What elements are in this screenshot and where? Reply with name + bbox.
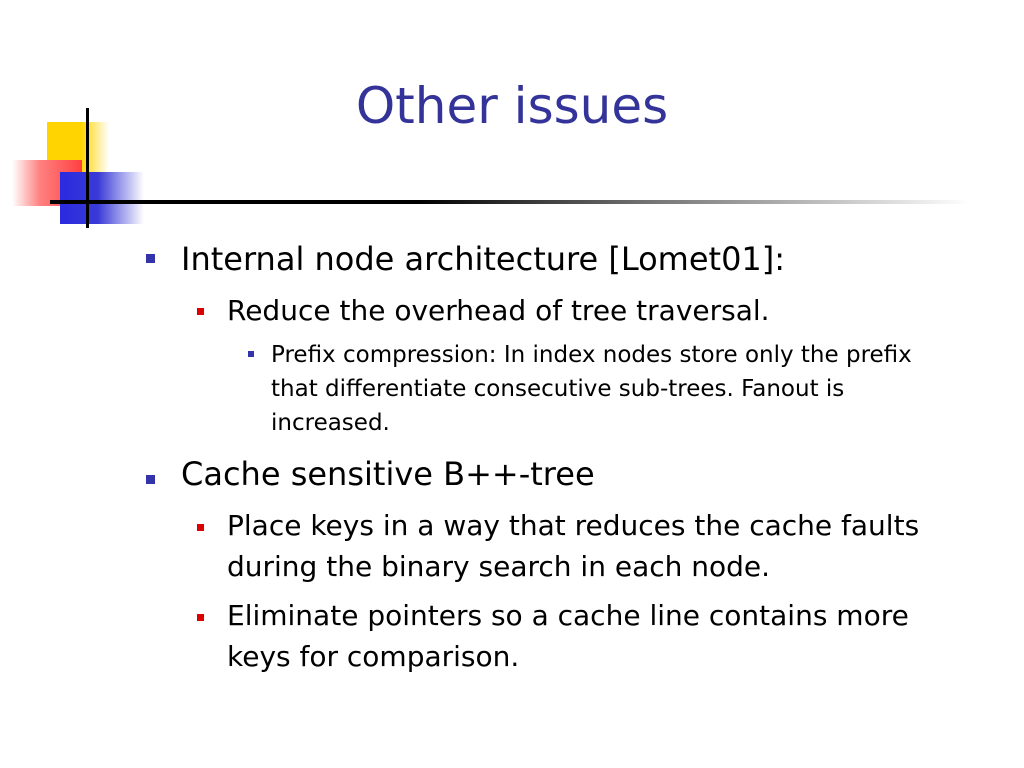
subbullet-text: Reduce the overhead of tree traversal. (227, 294, 770, 327)
subbullet-text-line-1: Place keys in a way that reduces the cache faults (227, 509, 920, 542)
subbullet-square-icon (197, 524, 204, 531)
bullet-text: Cache sensitive B++-tree (181, 455, 595, 493)
subbullet-text-line-1: Eliminate pointers so a cache line contains more (227, 599, 909, 632)
subbullet-text-line-2: keys for comparison. (227, 640, 520, 673)
subbullet-square-icon (197, 614, 204, 621)
bullet-text: Internal node architecture [Lomet01]: (181, 240, 786, 278)
bullet-square-icon (146, 475, 155, 484)
subbullet-square-icon (197, 308, 204, 315)
subsubbullet-square-icon (248, 351, 254, 357)
subbullet-text-line-2: during the binary search in each node. (227, 550, 771, 583)
subsubbullet-text-line-1: Prefix compression: In index nodes store only the prefix (271, 342, 912, 368)
slide-title: Other issues (355, 77, 669, 135)
bullet-square-icon (146, 254, 155, 263)
subsubbullet-text-line-3: increased. (271, 410, 390, 436)
subsubbullet-text-line-2: that differentiate consecutive sub-trees. Fanout is (271, 376, 845, 402)
